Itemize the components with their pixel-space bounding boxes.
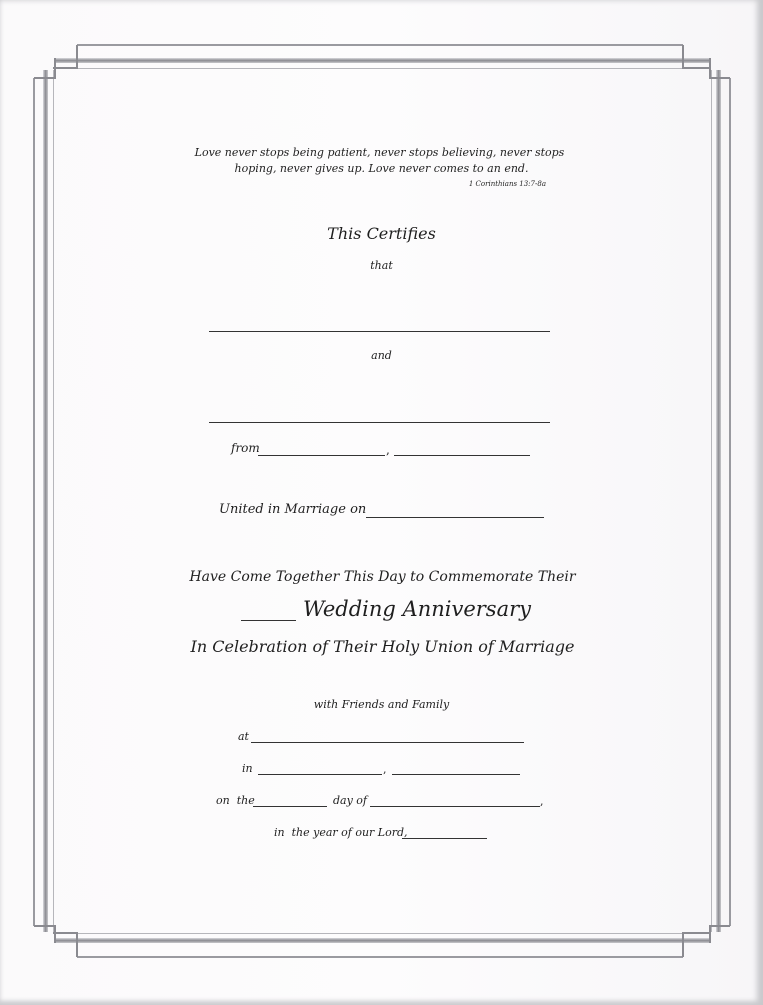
from-comma: , xyxy=(386,443,390,457)
state-line[interactable] xyxy=(392,774,520,775)
verse-line-1: Love never stops being patient, never stops believing, never stops xyxy=(194,146,565,159)
in-label: in xyxy=(242,762,253,775)
year-line[interactable] xyxy=(402,838,487,839)
anniversary-title: Wedding Anniversary xyxy=(303,597,532,621)
location-line[interactable] xyxy=(251,742,524,743)
city-line[interactable] xyxy=(258,774,382,775)
celebration-text: In Celebration of Their Holy Union of Marriage xyxy=(190,637,575,656)
on-the-label: on the xyxy=(216,794,255,807)
united-label: United in Marriage on xyxy=(219,502,367,517)
and-label: and xyxy=(371,349,392,362)
verse-line-2: hoping, never gives up. Love never comes to an end. xyxy=(234,162,529,175)
name-line-2[interactable] xyxy=(209,422,550,423)
day-of-label: day of xyxy=(333,794,368,807)
anniversary-number-line[interactable] xyxy=(241,620,296,621)
month-line[interactable] xyxy=(370,806,540,807)
year-label: in the year of our Lord, xyxy=(274,826,408,839)
at-label: at xyxy=(238,730,249,743)
friends-text: with Friends and Family xyxy=(313,698,450,711)
from-label: from xyxy=(231,441,260,455)
in-comma: , xyxy=(383,763,387,776)
month-comma: , xyxy=(540,795,544,808)
name-line-1[interactable] xyxy=(209,331,550,332)
certifies-heading: This Certifies xyxy=(327,224,436,243)
marriage-date-line[interactable] xyxy=(366,517,544,518)
day-line[interactable] xyxy=(253,806,327,807)
that-label: that xyxy=(370,259,393,272)
from-state-line[interactable] xyxy=(394,455,530,456)
from-city-line[interactable] xyxy=(258,455,385,456)
come-together-text: Have Come Together This Day to Commemorate Their xyxy=(189,569,576,585)
verse-reference: 1 Corinthians 13:7-8a xyxy=(468,180,546,188)
